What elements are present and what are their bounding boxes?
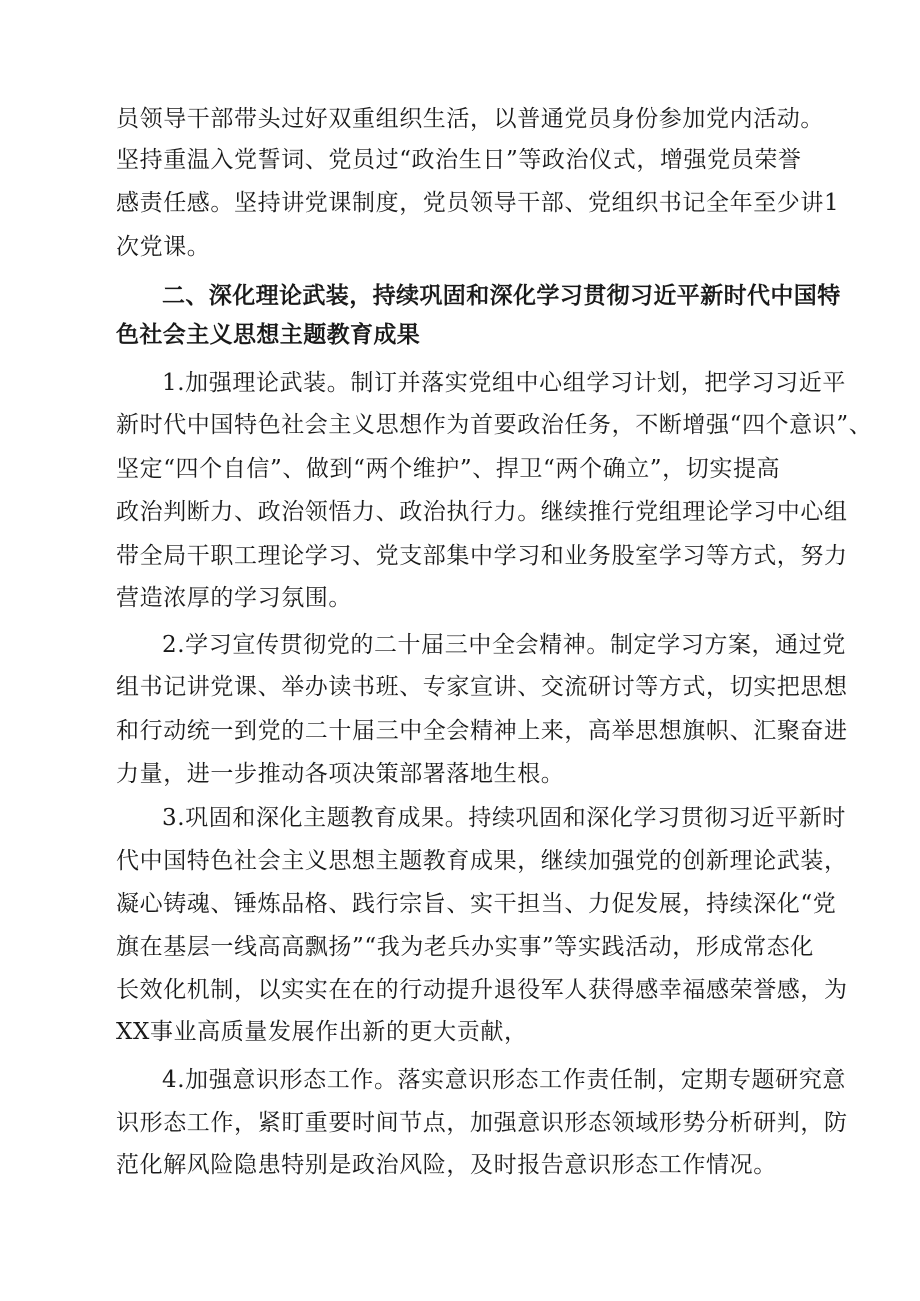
intro-line-1: 员领导干部带头过好双重组织生活，以普通党员身份参加党内活动。 bbox=[116, 106, 824, 132]
item-4-line-2: 识形态工作，紧盯重要时间节点，加强意识形态领域形势分析研判，防 bbox=[116, 1110, 848, 1136]
section-heading-line-2: 色社会主义思想主题教育成果 bbox=[116, 322, 421, 348]
intro-line-2: 坚持重温入党誓词、党员过“政治生日”等政治仪式，增强党员荣誉 bbox=[116, 147, 802, 173]
item-1-line-2: 新时代中国特色社会主义思想作为首要政治任务，不断增强“四个意识”、 bbox=[116, 412, 873, 438]
item-3-line-4: 旗在基层一线高高飘扬”“我为老兵办实事”等实践活动，形成常态化 bbox=[116, 934, 814, 960]
intro-line-3: 感责任感。坚持讲党课制度，党员领导干部、党组织书记全年至少讲1 bbox=[116, 190, 840, 216]
section-heading-line-1: 二、深化理论武装，持续巩固和深化学习贯彻习近平新时代中国特 bbox=[162, 283, 841, 309]
item-3-line-1: 3.巩固和深化主题教育成果。持续巩固和深化学习贯彻习近平新时 bbox=[162, 805, 846, 831]
item-3-line-2: 代中国特色社会主义思想主题教育成果，继续加强党的创新理论武装， bbox=[116, 848, 848, 874]
item-2-line-2: 组书记讲党课、举办读书班、专家宣讲、交流研讨等方式，切实把思想 bbox=[116, 674, 848, 700]
item-4-line-1: 4.加强意识形态工作。落实意识形态工作责任制，定期专题研究意 bbox=[162, 1067, 846, 1093]
item-3-line-3: 凝心铸魂、锤炼品格、践行宗旨、实干担当、力促发展，持续深化“党 bbox=[116, 891, 837, 917]
item-2-line-4: 力量，进一步推动各项决策部署落地生根。 bbox=[116, 761, 565, 787]
item-2-line-3: 和行动统一到党的二十届三中全会精神上来，高举思想旗帜、汇聚奋进 bbox=[116, 718, 848, 744]
item-1-line-4: 政治判断力、政治领悟力、政治执行力。继续推行党组理论学习中心组 bbox=[116, 499, 848, 525]
item-1-line-3: 坚定“四个自信”、做到“两个维护”、捍卫“两个确立”，切实提高 bbox=[116, 456, 781, 482]
item-1-line-1: 1.加强理论武装。制订并落实党组中心组学习计划，把学习习近平 bbox=[162, 370, 846, 396]
item-4-line-3: 范化解风险隐患特别是政治风险，及时报告意识形态工作情况。 bbox=[116, 1152, 777, 1178]
item-2-line-1: 2.学习宣传贯彻党的二十届三中全会精神。制定学习方案，通过党 bbox=[162, 632, 846, 658]
intro-line-4: 次党课。 bbox=[116, 234, 211, 260]
item-3-line-5: 长效化机制，以实实在在的行动提升退役军人获得感幸福感荣誉感，为 bbox=[116, 977, 848, 1003]
item-1-line-6: 营造浓厚的学习氛围。 bbox=[116, 585, 352, 611]
item-3-line-6: XX事业高质量发展作出新的更大贡献， bbox=[116, 1019, 528, 1045]
item-1-line-5: 带全局干职工理论学习、党支部集中学习和业务股室学习等方式，努力 bbox=[116, 543, 848, 569]
